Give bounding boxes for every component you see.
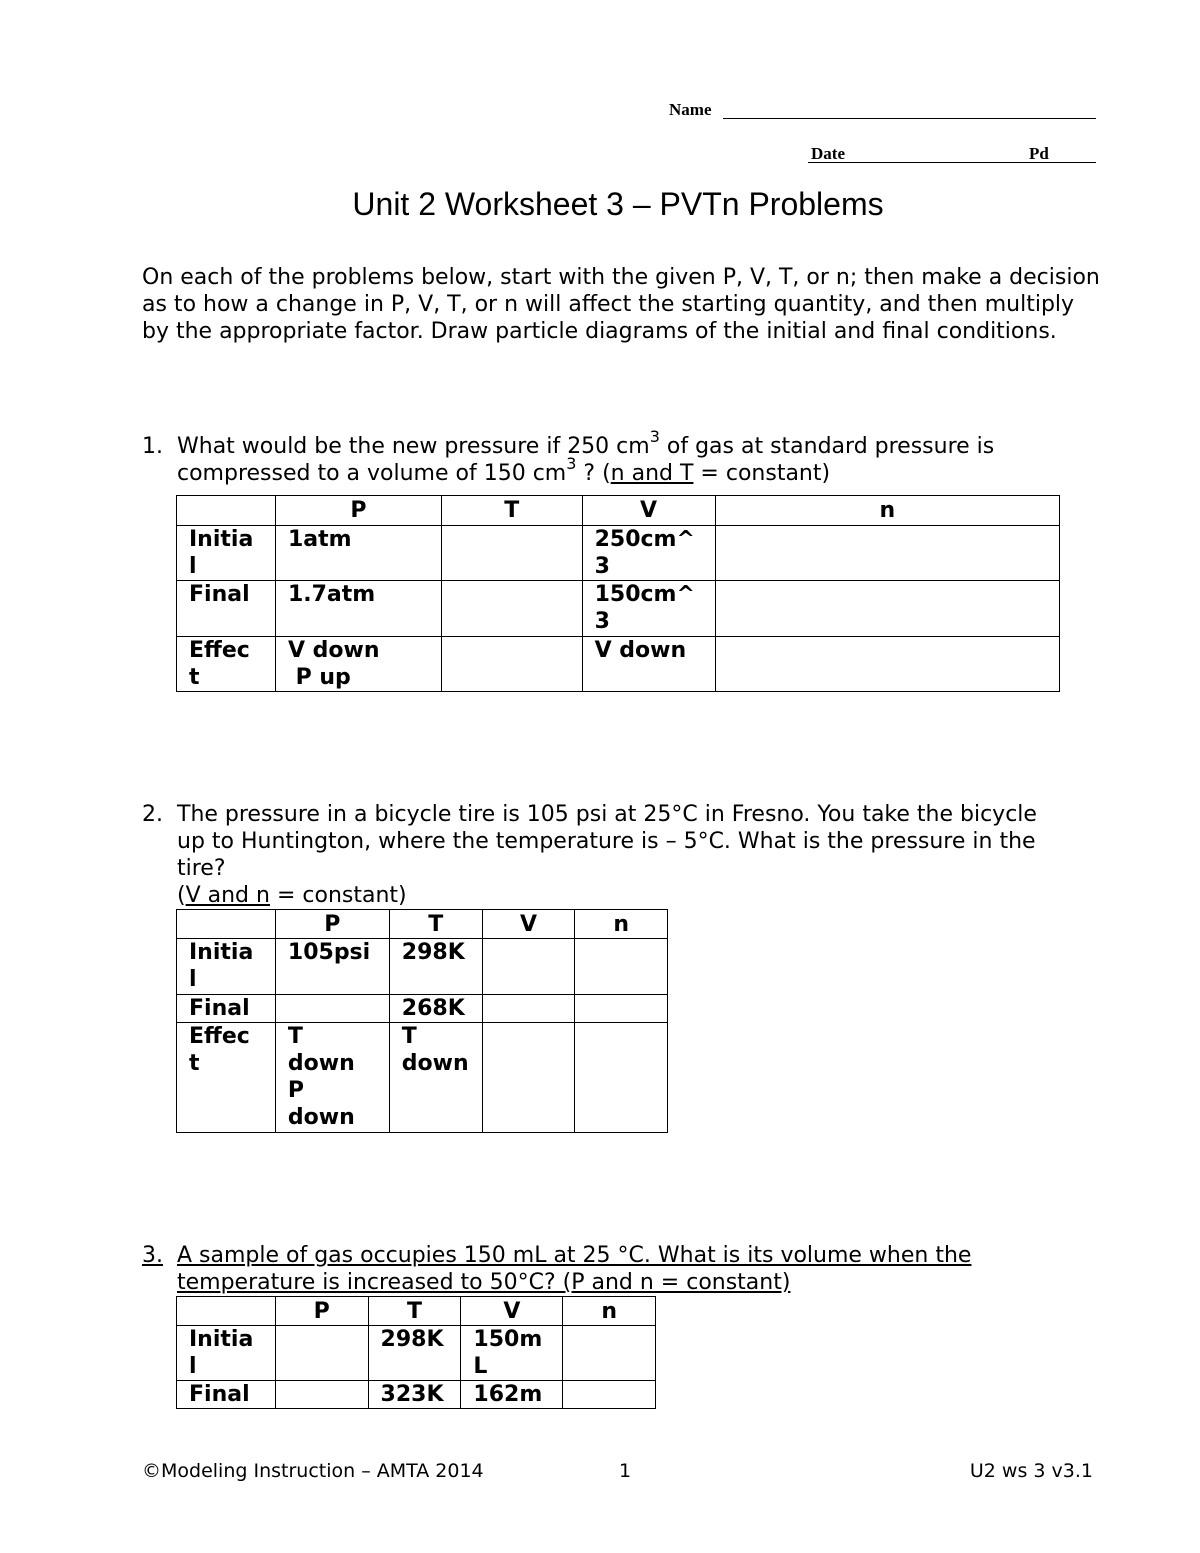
- question-number: 3.: [142, 1243, 163, 1268]
- question-number: 2.: [142, 802, 163, 827]
- row-label: Initia l: [177, 1326, 276, 1381]
- table-cell[interactable]: [275, 995, 389, 1023]
- table-header-row: [177, 1297, 656, 1326]
- table-row: [177, 637, 1060, 692]
- table-cell[interactable]: V down P up: [275, 637, 441, 692]
- row-label: Final: [177, 1381, 276, 1409]
- table-header-cell: T: [441, 496, 582, 526]
- table-cell[interactable]: 323K: [368, 1381, 461, 1409]
- table-header-cell: T: [389, 910, 482, 939]
- table-cell[interactable]: 1atm: [275, 526, 441, 581]
- table-cell[interactable]: 1.7atm: [275, 581, 441, 637]
- table-header-cell: V: [582, 496, 715, 526]
- table-cell[interactable]: [482, 939, 575, 995]
- table-cell[interactable]: 105psi: [275, 939, 389, 995]
- table-cell[interactable]: [563, 1326, 656, 1381]
- table-cell[interactable]: 298K: [368, 1326, 461, 1381]
- table-header-cell: [177, 496, 276, 526]
- table-header-cell: P: [275, 1297, 368, 1326]
- table-cell[interactable]: [563, 1381, 656, 1409]
- footer-page-number: 1: [619, 1460, 632, 1482]
- table-row: [177, 526, 1060, 581]
- table-cell[interactable]: 150m L: [461, 1326, 563, 1381]
- table-row: [177, 995, 668, 1023]
- table-header-cell: n: [563, 1297, 656, 1326]
- table-cell[interactable]: [575, 995, 668, 1023]
- table-row: [177, 1326, 656, 1381]
- table-cell[interactable]: [482, 995, 575, 1023]
- pd-label: Pd: [1029, 144, 1049, 163]
- q3-table: [176, 1296, 656, 1409]
- footer-copyright: ©Modeling Instruction – AMTA 2014: [142, 1460, 484, 1482]
- name-field[interactable]: [723, 118, 1096, 119]
- table-cell[interactable]: 150cm^ 3: [582, 581, 715, 637]
- date-pd-field[interactable]: [808, 162, 1096, 163]
- table-cell[interactable]: [441, 581, 582, 637]
- table-header-cell: P: [275, 496, 441, 526]
- table-cell[interactable]: 250cm^ 3: [582, 526, 715, 581]
- instructions-paragraph: On each of the problems below, start with the given P, V, T, or n; then make a decision as to how a change in P, V, T, or n will affect the starting quantity, and then multiply by the appropriate factor. Draw particle diagrams of the initial and final conditions.: [142, 265, 1100, 344]
- row-label: Final: [177, 581, 276, 637]
- name-label: Name: [669, 100, 712, 119]
- table-header-cell: V: [461, 1297, 563, 1326]
- table-header-row: [177, 496, 1060, 526]
- question-1: 1. What would be the new pressure if 250 $cm^3$ of gas at standard pressure is compressed to a volume of 150 $cm^3$ ? (n and T = constant): [142, 426, 995, 486]
- table-header-cell: [177, 1297, 276, 1326]
- table-cell[interactable]: V down: [582, 637, 715, 692]
- question-3: 3. A sample of gas occupies 150 mL at 25 °C. What is its volume when the temperature is increased to 50°C? (P and n = constant): [142, 1243, 972, 1295]
- table-cell[interactable]: [575, 939, 668, 995]
- table-header-cell: V: [482, 910, 575, 939]
- table-cell[interactable]: 162m: [461, 1381, 563, 1409]
- q1-table: [176, 495, 1060, 692]
- table-row: [177, 1381, 656, 1409]
- table-cell[interactable]: [715, 637, 1059, 692]
- table-cell[interactable]: [482, 1023, 575, 1133]
- table-cell[interactable]: [715, 526, 1059, 581]
- table-cell[interactable]: T down P down: [275, 1023, 389, 1133]
- question-number: 1.: [142, 434, 163, 459]
- table-cell[interactable]: 268K: [389, 995, 482, 1023]
- row-label: Effec t: [177, 637, 276, 692]
- table-row: [177, 1023, 668, 1133]
- table-header-cell: n: [575, 910, 668, 939]
- row-label: Final: [177, 995, 276, 1023]
- table-header-cell: T: [368, 1297, 461, 1326]
- table-cell[interactable]: T down: [389, 1023, 482, 1133]
- date-label: Date: [811, 144, 845, 163]
- table-header-cell: P: [275, 910, 389, 939]
- table-cell[interactable]: [441, 526, 582, 581]
- table-row: [177, 939, 668, 995]
- table-cell[interactable]: 298K: [389, 939, 482, 995]
- row-label: Effec t: [177, 1023, 276, 1133]
- footer-version: U2 ws 3 v3.1: [969, 1460, 1093, 1482]
- question-2: 2. The pressure in a bicycle tire is 105 psi at 25°C in Fresno. You take the bicycle up to Huntington, where the temperature is – 5°C. What is the pressure in the tire? (V and n = constant): [142, 802, 1037, 908]
- table-cell[interactable]: [275, 1381, 368, 1409]
- table-cell[interactable]: [441, 637, 582, 692]
- row-label: Initia l: [177, 526, 276, 581]
- table-header-cell: [177, 910, 276, 939]
- q2-table: [176, 909, 668, 1133]
- table-header-row: [177, 910, 668, 939]
- table-cell[interactable]: [575, 1023, 668, 1133]
- table-header-cell: n: [715, 496, 1059, 526]
- table-cell[interactable]: [275, 1326, 368, 1381]
- page-title: Unit 2 Worksheet 3 – PVTn Problems: [352, 186, 884, 222]
- row-label: Initia l: [177, 939, 276, 995]
- table-row: [177, 581, 1060, 637]
- table-cell[interactable]: [715, 581, 1059, 637]
